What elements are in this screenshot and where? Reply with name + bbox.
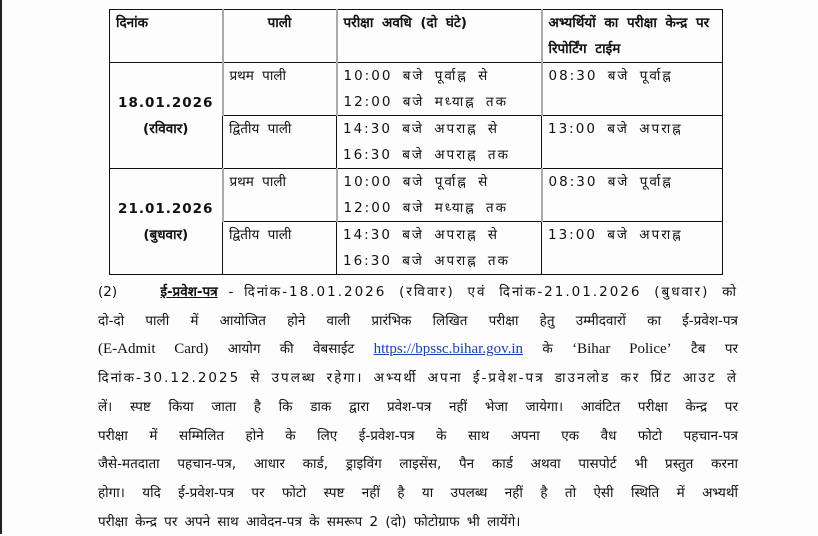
header-reporting-time: अभ्यर्थियों का परीक्षा केन्द्र पर रिपोर्टिंग टाईम: [542, 10, 723, 63]
e-admit-card-label: (E-Admit Card): [98, 341, 209, 358]
header-duration: परीक्षा अवधि (दो घंटे): [337, 10, 542, 63]
paragraph-text: आयोग की वेबसाईट: [227, 341, 355, 358]
paragraph-line: परीक्षा में सम्मिलित होने के लिए ई-प्रवेश-पत्र के साथ अपना एक वैध फोटो पहचान-पत्र: [98, 427, 738, 444]
admit-card-paragraph: [98, 278, 738, 536]
paragraph-line: [98, 335, 738, 364]
reporting-time: 08:30 बजे पूर्वाह्न: [542, 169, 723, 222]
shift-end: 12:00 बजे मध्याह्न तक: [343, 94, 508, 110]
paragraph-heading: ई-प्रवेश-पत्र: [160, 284, 218, 300]
reporting-time: 13:00 बजे अपराह्न: [542, 222, 723, 275]
exam-weekday: (रविवार): [143, 120, 189, 137]
header-shift: पाली: [223, 10, 337, 63]
exam-date: 18.01.2026: [118, 94, 214, 111]
paragraph-line: होगा। यदि ई-प्रवेश-पत्र पर फोटो स्पष्ट नहीं है या उपलब्ध नहीं है तो ऐसी स्थिति में अभ्यर्थी: [98, 484, 738, 501]
shift-start: 10:00 बजे पूर्वाह्न से: [343, 174, 490, 190]
shift-duration: [337, 63, 542, 116]
paragraph-number: (2): [98, 284, 118, 300]
shift-duration: [337, 169, 542, 222]
paragraph-line: [98, 278, 738, 307]
shift-end: 16:30 बजे अपराह्न तक: [343, 253, 510, 269]
bihar-police-tab-name: ‘Bihar Police’: [572, 341, 672, 358]
shift-duration: [337, 222, 542, 275]
shift-name: द्वितीय पाली: [223, 222, 337, 275]
shift-start: 10:00 बजे पूर्वाह्न से: [343, 68, 490, 84]
paragraph-line: दिनांक-30.12.2025 से उपलब्ध रहेगा। अभ्यर्थी अपना ई-प्रवेश-पत्र डाउनलोड कर प्रिंट आउट ले: [98, 370, 738, 387]
bpssc-website-link[interactable]: https://bpssc.bihar.gov.in: [373, 341, 524, 358]
paragraph-line: दो-दो पाली में आयोजित होने वाली प्रारंभिक लिखित परीक्षा हेतु उम्मीदवारों का ई-प्रवेश-पत्र: [98, 312, 738, 329]
reporting-time: 08:30 बजे पूर्वाह्न: [542, 63, 723, 116]
shift-name: प्रथम पाली: [223, 169, 337, 222]
shift-start: 14:30 बजे अपराह्न से: [343, 121, 500, 137]
date-cell: [110, 63, 223, 169]
shift-name: द्वितीय पाली: [223, 116, 337, 169]
heading-dash: -: [228, 284, 234, 300]
paragraph-line: परीक्षा केन्द्र पर अपने साथ आवेदन-पत्र के समरूप 2 (दो) फोटोग्राफ भी लायेंगे।: [98, 513, 521, 530]
header-date: दिनांक: [110, 10, 223, 63]
table-header-row: [110, 10, 723, 63]
shift-end: 12:00 बजे मध्याह्न तक: [343, 200, 508, 216]
shift-end: 16:30 बजे अपराह्न तक: [343, 147, 510, 163]
shift-duration: [337, 116, 542, 169]
exam-date: 21.01.2026: [118, 200, 214, 217]
table-row: [110, 63, 723, 116]
paragraph-text: टैब पर: [690, 341, 739, 358]
paragraph-line: लें। स्पष्ट किया जाता है कि डाक द्वारा प्रवेश-पत्र नहीं भेजा जायेगा। आवंटित परीक्षा केन्द्र पर: [98, 398, 738, 415]
exam-schedule-table: [109, 9, 723, 275]
table-row: [110, 169, 723, 222]
paragraph-line: जैसे-मतदाता पहचान-पत्र, आधार कार्ड, ड्राइविंग लाइसेंस, पैन कार्ड अथवा पासपोर्ट भी प्रस्तुत करना: [98, 456, 738, 473]
shift-start: 14:30 बजे अपराह्न से: [343, 227, 500, 243]
shift-name: प्रथम पाली: [223, 63, 337, 116]
exam-weekday: (बुधवार): [143, 226, 189, 243]
reporting-time: 13:00 बजे अपराह्न: [542, 116, 723, 169]
paragraph-text: के: [542, 341, 553, 358]
date-cell: [110, 169, 223, 275]
paragraph-text: दिनांक-18.01.2026 (रविवार) एवं दिनांक-21.01.2026 (बुधवार) को: [244, 284, 739, 300]
